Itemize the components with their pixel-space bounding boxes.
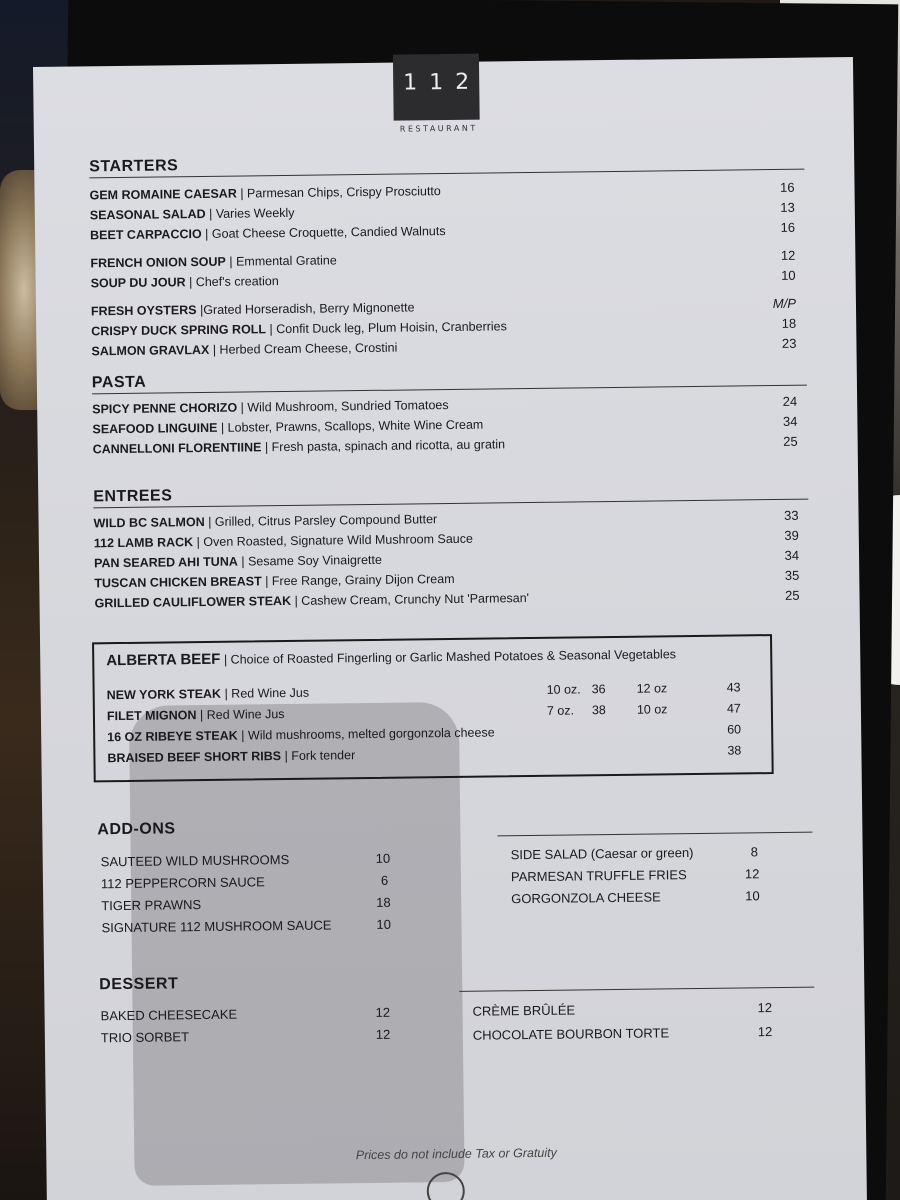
item-price: M/P (772, 295, 797, 312)
menu-item: GRILLED CAULIFLOWER STEAK | Cashew Cream, Crunchy Nut 'Parmesan' 25 (94, 587, 800, 611)
section-title: STARTERS (89, 157, 179, 176)
section-title: PASTA (91, 373, 147, 392)
list-item: TRIO SORBET 12 (100, 1026, 391, 1046)
menu-item: SALMON GRAVLAX | Herbed Cream Cheese, Crostini 23 (91, 335, 797, 359)
item-price: 24 (782, 393, 798, 409)
restaurant-logo (393, 54, 480, 121)
menu-item: NEW YORK STEAK | Red Wine Jus 10 oz. 36 12 oz 43 (106, 680, 741, 703)
section-title: ENTREES (93, 487, 173, 506)
list-item: CHOCOLATE BOURBON TORTE 12 (472, 1024, 773, 1043)
addons-left-column (101, 851, 402, 943)
list-item: SIGNATURE 112 MUSHROOM SAUCE 10 (101, 916, 392, 936)
menu-item: BRAISED BEEF SHORT RIBS | Fork tender 38 (107, 743, 742, 766)
menu-item: TUSCAN CHICKEN BREAST | Free Range, Grainy Dijon Cream 35 (94, 567, 800, 591)
section-title: DESSERT (99, 975, 179, 994)
dessert-left-column (101, 1005, 402, 1053)
menu-item: CANNELLONI FLORENTIINE | Fresh pasta, spinach and ricotta, au gratin 25 (92, 433, 798, 457)
list-item: 112 PEPPERCORN SAUCE 6 (100, 872, 389, 892)
item-price: 10 (781, 267, 796, 283)
list-item: CRÈME BRÛLÉE 12 (472, 1000, 773, 1019)
menu-item: BEET CARPACCIO | Goat Cheese Croquette, Candied Walnuts 16 (89, 219, 796, 243)
list-item: SIDE SALAD (Caesar or green) 8 (510, 844, 758, 863)
item-price: 16 (779, 179, 795, 195)
pasta-section (92, 366, 808, 463)
section-title: ALBERTA BEEF (106, 650, 221, 670)
menu-item: SEASONAL SALAD | Varies Weekly 13 (89, 199, 795, 223)
menu-item: GEM ROMAINE CAESAR | Parmesan Chips, Crispy Prosciutto 16 (89, 179, 795, 203)
item-price: 13 (780, 199, 795, 215)
item-price: 34 (782, 413, 798, 429)
ocean-wise-logo (427, 1172, 465, 1200)
dessert-right-column (472, 1000, 793, 1050)
menu-item: SEAFOOD LINGUINE | Lobster, Prawns, Scallops, White Wine Cream 34 (92, 413, 798, 437)
menu-item: WILD BC SALMON | Grilled, Citrus Parsley Compound Butter 33 (93, 507, 799, 531)
footer-note: Prices do not include Tax or Gratuity (355, 1145, 557, 1163)
item-price: 39 (784, 527, 799, 543)
menu-item: 112 LAMB RACK | Oven Roasted, Signature Wild Mushroom Sauce 39 (93, 527, 799, 551)
menu-item: SOUP DU JOUR | Chef's creation 10 (90, 267, 796, 291)
logo-subtitle: RESTAURANT (399, 123, 478, 134)
item-price: 33 (783, 507, 799, 523)
list-item: GORGONZOLA CHEESE 10 (511, 888, 760, 907)
logo-number: 112 (403, 69, 482, 96)
item-price: 12 (780, 247, 796, 263)
item-price: 25 (784, 587, 800, 603)
menu-item: FILET MIGNON | Red Wine Jus 7 oz. 38 10 oz 47 (106, 701, 741, 724)
item-price: 25 (783, 433, 798, 449)
list-item: TIGER PRAWNS 18 (101, 894, 391, 914)
menu-page (33, 57, 867, 1200)
entrees-section (93, 480, 810, 617)
list-item: SAUTEED WILD MUSHROOMS 10 (100, 850, 391, 870)
list-item: PARMESAN TRUFFLE FRIES 12 (510, 866, 760, 885)
beef-subtitle: | Choice of Roasted Fingerling or Garlic Mashed Potatoes & Seasonal Vegetables (220, 647, 677, 667)
menu-item: CRISPY DUCK SPRING ROLL | Confit Duck leg, Plum Hoisin, Cranberries 18 (91, 315, 797, 339)
menu-item: SPICY PENNE CHORIZO | Wild Mushroom, Sundried Tomatoes 24 (92, 393, 798, 417)
alberta-beef-box (92, 634, 774, 782)
item-price: 34 (784, 547, 800, 563)
addons-right-column (511, 844, 792, 913)
item-price: 35 (784, 567, 800, 583)
item-price: 16 (780, 219, 796, 235)
menu-item: 16 OZ RIBEYE STEAK | Wild mushrooms, melted gorgonzola cheese 60 (107, 722, 742, 745)
menu-item: FRESH OYSTERS |Grated Horseradish, Berry Mignonette M/P (90, 295, 797, 319)
item-price: 18 (781, 315, 797, 331)
list-item: BAKED CHEESECAKE 12 (100, 1004, 391, 1024)
menu-item: PAN SEARED AHI TUNA | Sesame Soy Vinaigrette 34 (93, 547, 800, 571)
item-price: 23 (781, 335, 797, 351)
section-title: ADD-ONS (97, 820, 176, 839)
menu-item: FRENCH ONION SOUP | Emmental Gratine 12 (90, 247, 796, 271)
starters-section (89, 150, 806, 365)
